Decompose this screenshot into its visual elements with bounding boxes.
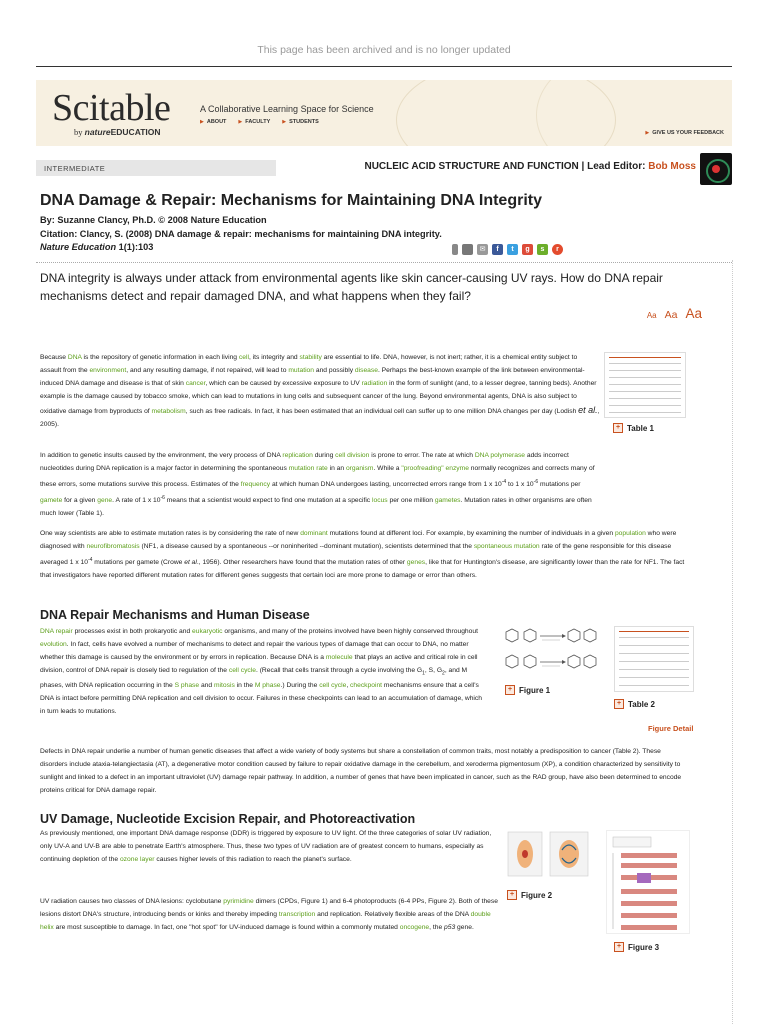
link-cell-cycle[interactable]: cell cycle xyxy=(228,666,256,674)
link-proofreading-enzyme[interactable]: "proofreading" enzyme xyxy=(401,464,469,472)
view-figure-icon: + xyxy=(505,685,515,695)
paragraph-2: In addition to genetic insults caused by the environment, the very process of DNA replication during cell division is prone to error. The rate at which DNA polymerase adds incorrect nucleotides during DNA replication is a major factor in determining the spontaneous mutation rate in an organism. While a "proofreading" enzyme normally recognizes and corrects many of these errors, some mutations survive this process. Estimates of the frequency at which human DNA undergoes lasting, uncorrected errors range from 1 x $10^{-4}$ to 1 x $10^{-6}$ mutations per gamete for a given gene. A rate of 1 x $10^{-6}$ means that a scientist would expect to find one mutation at a specific locus per one million gametes. Mutation rates in other organisms are often much lower (Table 1). xyxy=(40,452,595,518)
byline: By: Suzanne Clancy, Ph.D. © 2008 Nature Education xyxy=(40,215,267,225)
link-molecule[interactable]: molecule xyxy=(325,653,353,661)
link-m-phase[interactable]: M phase xyxy=(254,681,281,689)
link-cell[interactable]: cell xyxy=(238,354,249,361)
link-dna-repair[interactable]: DNA repair xyxy=(40,628,73,635)
topic-link[interactable]: NUCLEIC ACID STRUCTURE AND FUNCTION xyxy=(364,161,579,172)
link-gamete[interactable]: gamete xyxy=(40,497,63,505)
paragraph-4: DNA repair processes exist in both prokaryotic and eukaryotic organisms, and many of the proteins involved have been highly conserved throughout evolution. In fact, cells have evolved a number of mechanisms to detect and repair the various types of damage that can occur to DNA, no matter whether this damage is caused by the environment or by errors in replication. Because DNA is a molecule that plays an active and critical role in cell division, control of DNA repair is closely tied to regulation of the cell cycle. (Recall that cells transit through a cycle involving the $G_1$, S, $G_2$, and M phases, with DNA replication occurring in the S phase and mitosis in the M phase.) During the cell cycle, checkpoint mechanisms ensure that a cell's DNA is intact before permitting DNA replication and cell division to occur. Failures in these checkpoints can lead to an accumulation of damage, which in turn leads to mutations. xyxy=(40,628,482,715)
section-heading-repair: DNA Repair Mechanisms and Human Disease xyxy=(40,608,310,622)
link-metabolism[interactable]: metabolism xyxy=(151,407,186,415)
paragraph-5: Defects in DNA repair underlie a number of human genetic diseases that affect a wide variety of body systems but share a constellation of common traits, most notably a predisposition to cancer (Table 2). These disorders include ataxia-telangiectasia (AT), a degenerative motor condition caused by failure to repair oxidative damage in the cerebellum, and xeroderma pigmentosum (XP), a condition characterized by sensitivity to sunlight and linked to a defect in an important ultraviolet (UV) damage repair pathway. In addition, a number of genes that have been implicated in cancer, such as the RAD group, have also been determined to encode proteins critical for DNA damage repair. xyxy=(40,748,682,794)
font-size-small-button[interactable]: Aa xyxy=(646,311,657,320)
banner-nav xyxy=(200,119,319,125)
article-title: DNA Damage & Repair: Mechanisms for Maintaining DNA Integrity xyxy=(40,192,542,209)
link-oncogene[interactable]: oncogene xyxy=(399,923,430,931)
table-1-link[interactable]: + Table 1 xyxy=(613,423,654,433)
link-genes[interactable]: genes xyxy=(406,559,426,567)
facebook-icon[interactable]: f xyxy=(492,244,503,255)
link-cell-cycle-2[interactable]: cell cycle xyxy=(319,681,347,689)
site-tagline: A Collaborative Learning Space for Science xyxy=(200,104,374,114)
link-spontaneous-mutation[interactable]: spontaneous mutation xyxy=(473,542,540,550)
editor-avatar[interactable] xyxy=(700,153,732,185)
link-gametes[interactable]: gametes xyxy=(434,497,461,505)
table-2-link[interactable]: + Table 2 xyxy=(614,699,655,709)
link-mutation[interactable]: mutation xyxy=(288,366,314,374)
view-figure-icon: + xyxy=(614,942,624,952)
right-margin-rule xyxy=(732,260,733,1024)
link-gene[interactable]: gene xyxy=(97,497,113,505)
email-icon[interactable]: ✉ xyxy=(477,244,488,255)
font-size-switcher xyxy=(647,306,702,321)
link-replication[interactable]: replication xyxy=(282,452,313,459)
table-2-thumbnail[interactable] xyxy=(614,626,694,692)
nav-about[interactable]: ▶ ABOUT xyxy=(200,119,226,125)
print-icon[interactable] xyxy=(462,244,473,255)
site-banner xyxy=(36,80,732,146)
view-figure-icon: + xyxy=(614,699,624,709)
link-locus[interactable]: locus xyxy=(372,497,388,505)
level-badge: INTERMEDIATE xyxy=(36,160,276,176)
paragraph-3: One way scientists are able to estimate mutation rates is by considering the rate of new dominant mutations found at different loci. For example, by examining the number of individuals in a given population who were diagnosed with neurofibromatosis (NF1, a disease caused by a spontaneous --or noninherited --dominant mutation), scientists determined that the spontaneous mutation rate of the gene responsible for this disease averaged 1 x $10^{-4}$ mutations per gamete (Crowe et al., 1956). Other researchers have found that the mutation rates of other genes, like that for Huntington's disease, are significantly lower than the rate for NF1. The fact that investigators have reported different mutation rates for different genes suggests that certain loci are more prone to damage or error than others. xyxy=(40,530,685,579)
nav-students[interactable]: ▶ STUDENTS xyxy=(282,119,319,125)
top-divider xyxy=(36,66,732,67)
link-environment[interactable]: environment xyxy=(89,366,127,374)
link-disease[interactable]: disease xyxy=(354,366,378,374)
link-stability[interactable]: stability xyxy=(299,354,322,361)
figure-detail-link[interactable]: Figure Detail xyxy=(648,724,694,733)
figure-1-thumbnail[interactable] xyxy=(496,626,606,680)
nature-education-logo: by natureEDUCATION xyxy=(74,127,161,137)
link-pyrimidine[interactable]: pyrimidine xyxy=(223,898,254,905)
font-size-large-button[interactable]: Aa xyxy=(685,306,702,321)
reddit-icon[interactable]: r xyxy=(552,244,563,255)
paragraph-1: Because DNA is the repository of genetic information in each living cell, its integrity and stability are essential to life. DNA, however, is not inert; rather, it is a chemical entity subject to assault from the environment, and any resulting damage, if not repaired, will lead to mutation and possibly disease. Perhaps the best-known example of the link between environmental-induced DNA damage and disease is that of skin cancer, which can be caused by excessive exposure to UV radiation in the form of sunlight (and, to a lesser degree, tanning beds). Another example is the damage caused by tobacco smoke, which can lead to mutations in lung cells and subsequent cancer of the lung. Beyond environmental agents, DNA is also subject to oxidative damage from byproducts of metabolism, such as free radicals. In fact, it has been estimated that an individual cell can suffer up to one million DNA changes per day (Lodish et al., 2005). xyxy=(40,354,600,428)
paragraph-6: As previously mentioned, one important DNA damage response (DDR) is triggered by exposure to UV light. Of the three categories of solar UV radiation, only UV-A and UV-B are able to penetrate Earth's atmosphere. Thus, these two types of UV radiation are of greatest concern to humans, especially as continuing depletion of the ozone layer causes higher levels of this radiation to reach the planet's surface. xyxy=(40,830,492,863)
share-toolbar xyxy=(452,244,563,255)
feedback-link[interactable]: ▶ GIVE US YOUR FEEDBACK xyxy=(645,130,724,136)
link-checkpoint[interactable]: checkpoint xyxy=(350,681,383,689)
link-dna-polymerase[interactable]: DNA polymerase xyxy=(474,452,526,459)
link-mitosis[interactable]: mitosis xyxy=(213,681,235,689)
link-cell-division[interactable]: cell division xyxy=(335,452,370,459)
citation: Citation: Clancy, S. (2008) DNA damage & repair: mechanisms for maintaining DNA integrity. Nature Education 1(1):103 xyxy=(40,228,442,252)
bookmark-icon[interactable] xyxy=(452,244,458,255)
link-double-helix[interactable]: double helix xyxy=(40,910,491,931)
link-cancer[interactable]: cancer xyxy=(185,379,206,387)
topic-line: NUCLEIC ACID STRUCTURE AND FUNCTION | Lead Editor: Bob Moss xyxy=(364,161,696,172)
figure-2-thumbnail[interactable] xyxy=(506,830,590,882)
link-s-phase[interactable]: S phase xyxy=(174,681,200,689)
google-plus-icon[interactable]: g xyxy=(522,244,533,255)
link-dominant[interactable]: dominant xyxy=(300,530,328,537)
paragraph-7: UV radiation causes two classes of DNA lesions: cyclobutane pyrimidine dimers (CPDs, Figure 1) and 6-4 photoproducts (6-4 PPs, Figure 2). Both of these lesions distort DNA's structure, introducing bends or kinks and thereby impeding transcription and replication. Relatively flexible areas of the DNA double helix are most susceptible to damage. In fact, one "hot spot" for UV-induced damage is found within a commonly mutated oncogene, the p53 gene. xyxy=(40,898,498,931)
figure-3-thumbnail[interactable] xyxy=(606,830,690,934)
link-frequency[interactable]: frequency xyxy=(240,481,271,489)
link-mutation-rate[interactable]: mutation rate xyxy=(288,464,328,472)
figure-1-link[interactable]: + Figure 1 xyxy=(505,685,550,695)
view-figure-icon: + xyxy=(507,890,517,900)
link-population[interactable]: population xyxy=(614,530,646,537)
table-1-thumbnail[interactable] xyxy=(604,352,686,418)
figure-2-link[interactable]: + Figure 2 xyxy=(507,890,552,900)
archived-notice: This page has been archived and is no longer updated xyxy=(257,44,511,56)
font-size-medium-button[interactable]: Aa xyxy=(664,309,678,321)
link-ozone-layer[interactable]: ozone layer xyxy=(119,855,155,863)
stumbleupon-icon[interactable]: s xyxy=(537,244,548,255)
link-eukaryotic[interactable]: eukaryotic xyxy=(192,628,223,635)
link-transcription[interactable]: transcription xyxy=(278,910,316,918)
section-heading-uv: UV Damage, Nucleotide Excision Repair, and Photoreactivation xyxy=(40,812,416,826)
twitter-icon[interactable]: t xyxy=(507,244,518,255)
level-bar xyxy=(36,158,732,178)
scitable-logo[interactable]: Scitable xyxy=(52,87,171,129)
link-dna[interactable]: DNA xyxy=(67,354,82,361)
title-divider xyxy=(36,262,732,263)
link-evolution[interactable]: evolution xyxy=(40,640,67,648)
article-lede: DNA integrity is always under attack from environmental agents like skin cancer-causing UV rays. How do DNA repair mechanisms detect and repair damaged DNA, and what happens when they fail? xyxy=(40,271,663,303)
link-organism[interactable]: organism xyxy=(345,464,374,472)
nav-faculty[interactable]: ▶ FACULTY xyxy=(238,119,270,125)
link-neurofibromatosis[interactable]: neurofibromatosis xyxy=(86,542,140,550)
figure-3-link[interactable]: + Figure 3 xyxy=(614,942,659,952)
article-meta xyxy=(40,214,460,255)
link-radiation[interactable]: radiation xyxy=(361,379,388,387)
lead-editor-link[interactable]: Bob Moss xyxy=(648,161,696,172)
view-figure-icon: + xyxy=(613,423,623,433)
